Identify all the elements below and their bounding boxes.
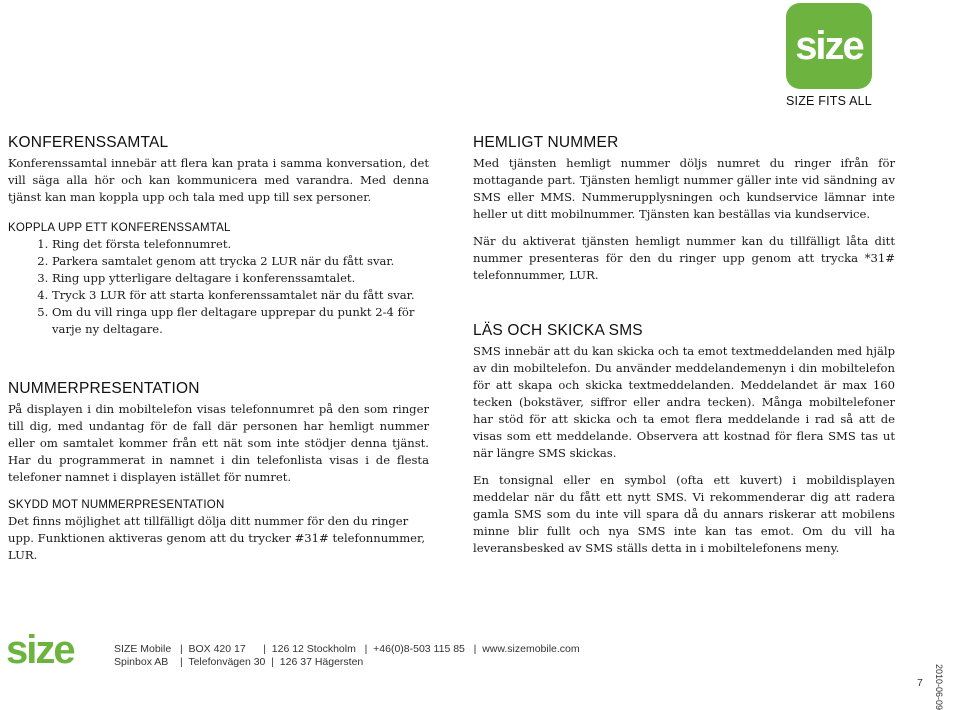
page-number: 7 xyxy=(917,677,923,689)
section-title-nummerpresentation: NUMMERPRESENTATION xyxy=(8,380,200,397)
hemligt-body2: När du aktiverat tjänsten hemligt nummer kan du tillfälligt låta ditt nummer presenteras för den du ringer upp genom att trycka *31# telefonnummer, LUR. xyxy=(473,234,895,282)
hemligt-body1: Med tjänsten hemligt nummer döljs numret du ringer ifrån för mottagande part. Tjänsten hemligt nummer gäller inte vid sändning av SMS eller MMS. Nummerupplysningen och kundservice lämnar inte heller ut ditt mobilnummer. Tjänsten kan beställas via kundservice. xyxy=(473,156,895,221)
section-title-hemligt-nummer: HEMLIGT NUMMER xyxy=(473,134,619,151)
left-column xyxy=(8,134,429,564)
brand-tagline: SIZE FITS ALL xyxy=(786,94,872,108)
step-item: 2. Parkera samtalet genom att trycka 2 LUR när du fått svar. xyxy=(52,253,429,270)
step-item: 3. Ring upp ytterligare deltagare i konferenssamtalet. xyxy=(52,270,429,287)
brand-logo xyxy=(786,3,872,89)
footer-address-line2: Spinbox AB | Telefonvägen 30 | 126 37 Hägersten xyxy=(114,656,364,668)
section-title-sms: LÄS OCH SKICKA SMS xyxy=(473,322,643,339)
sms-body1: SMS innebär att du kan skicka och ta emot textmeddelanden med hjälp av din mobiltelefon. Du använder meddelandemenyn i din mobiltelefon för att skapa och skicka textmeddelanden. Meddelandet är max 160 tecken (bokstäver, siffror eller andra tecken). Många mobiltelefoner har stöd för att skicka och ta emot flera meddelande i rad så att de visas som ett meddelande. Observera att kostnad för flera SMS tas ut när längre SMS skickas. xyxy=(473,344,895,460)
brand-logo-text: size xyxy=(795,23,863,68)
step-item: 4. Tryck 3 LUR för att starta konferenssamtalet när du fått svar. xyxy=(52,287,429,304)
konferens-steps xyxy=(8,236,429,338)
document-date: 2010-06-09 xyxy=(934,664,944,710)
nummerpresentation-subtitle: SKYDD MOT NUMMERPRESENTATION xyxy=(8,499,225,511)
konferens-subtitle: KOPPLA UPP ETT KONFERENSSAMTAL xyxy=(8,222,231,234)
step-item: 5. Om du vill ringa upp fler deltagare upprepar du punkt 2-4 för varje ny deltagare. xyxy=(52,304,429,338)
konferens-intro: Konferenssamtal innebär att flera kan prata i samma konversation, det vill säga alla hör och kan kommunicera med varandra. Med denna tjänst kan man koppla upp och tala med upp till sex personer. xyxy=(8,156,429,204)
nummerpresentation-body2: Det finns möjlighet att tillfälligt dölja ditt nummer för den du ringer upp. Funktionen aktiveras genom att du trycker #31# telefonnummer, LUR. xyxy=(8,514,426,562)
section-title-konferenssamtal: KONFERENSSAMTAL xyxy=(8,134,169,151)
footer-logo: size xyxy=(6,628,74,672)
right-column xyxy=(473,134,895,557)
sms-body2: En tonsignal eller en symbol (ofta ett kuvert) i mobildisplayen meddelar när du fått ett nytt SMS. Vi rekommenderar dig att radera gamla SMS som du inte vill spara då du annars riskerar att mobilens minne blir fullt och nya SMS inte kan tas emot. Om du vill ha leveransbesked av SMS ställs detta in i mobiltelefonens meny. xyxy=(473,473,895,555)
nummerpresentation-body: På displayen i din mobiltelefon visas telefonnumret på den som ringer till dig, med undantag för de fall där personen har hemligt nummer eller om samtalet kommer från ett nät som inte stödjer denna tjänst. Har du programmerat in namnet i din telefonlista visas i de flesta telefoner namnet i displayen istället för numret. xyxy=(8,402,429,484)
footer-address-line1: SIZE Mobile | BOX 420 17 | 126 12 Stockholm | +46(0)8-503 115 85 | www.sizemobile.com xyxy=(114,643,580,655)
step-item: 1. Ring det första telefonnumret. xyxy=(52,236,429,253)
